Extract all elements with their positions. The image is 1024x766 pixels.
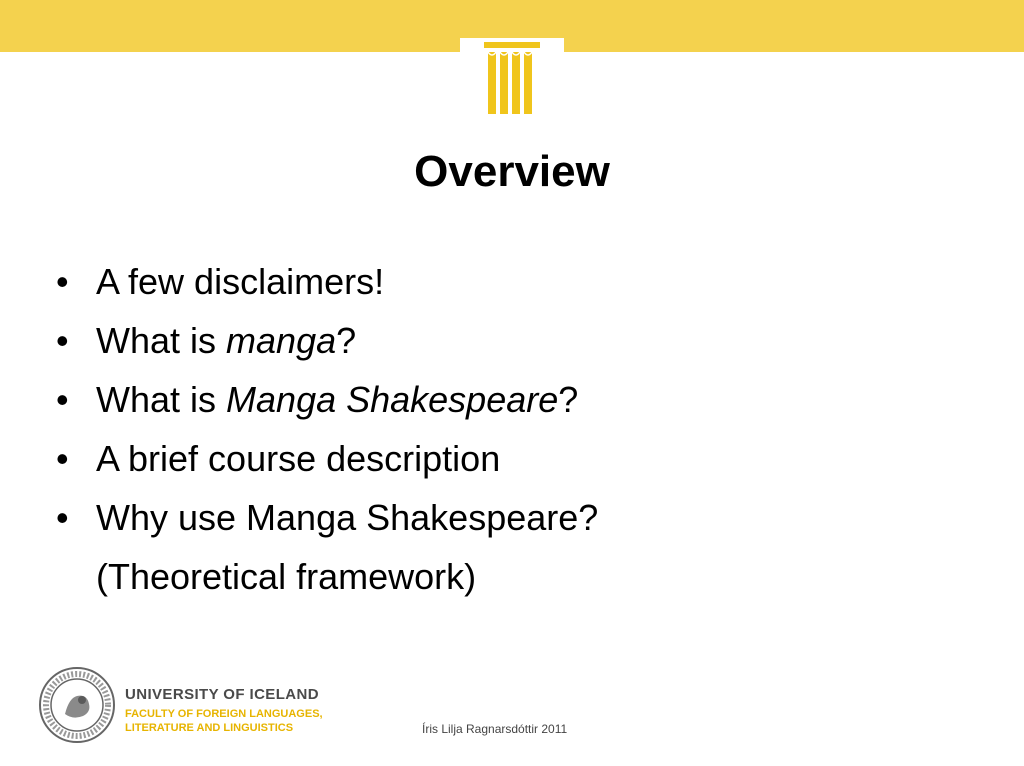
- bullet-text-prefix: What is: [96, 320, 227, 361]
- bullet-item: [56, 252, 956, 311]
- faculty-line-1: FACULTY OF FOREIGN LANGUAGES,: [125, 708, 323, 720]
- author-credit: Íris Lilja Ragnarsdóttir 2011: [422, 722, 568, 736]
- bullet-text: A brief course description: [96, 438, 501, 479]
- bullet-text-italic: manga: [226, 320, 337, 361]
- bullet-text: Why use Manga Shakespeare?: [96, 497, 599, 538]
- bullet-item: [56, 311, 956, 370]
- bullet-item: [56, 488, 956, 547]
- university-name: UNIVERSITY OF ICELAND: [125, 686, 319, 703]
- faculty-line-2: LITERATURE AND LINGUISTICS: [125, 722, 294, 734]
- bullet-text-prefix: What is: [96, 379, 227, 420]
- faculty-name: [125, 707, 323, 735]
- bullet-marker: •: [56, 438, 69, 479]
- university-seal-logo: [38, 666, 116, 744]
- bullet-text-suffix: ?: [336, 320, 357, 361]
- bullet-marker: •: [56, 497, 69, 538]
- bullet-item: [56, 429, 956, 488]
- overview-bullet-list: [56, 252, 956, 606]
- bullet-text: A few disclaimers!: [96, 261, 385, 302]
- bullet-text-suffix: ?: [558, 379, 579, 420]
- bullet-continuation: [56, 547, 956, 606]
- continuation-text: (Theoretical framework): [96, 556, 477, 597]
- bullet-marker: •: [56, 261, 69, 302]
- university-columns-emblem: [460, 30, 564, 118]
- bullet-marker: •: [56, 379, 69, 420]
- slide-title: Overview: [414, 147, 610, 196]
- bullet-marker: •: [56, 320, 69, 361]
- bullet-item: [56, 370, 956, 429]
- bullet-text-italic: Manga Shakespeare: [226, 379, 559, 420]
